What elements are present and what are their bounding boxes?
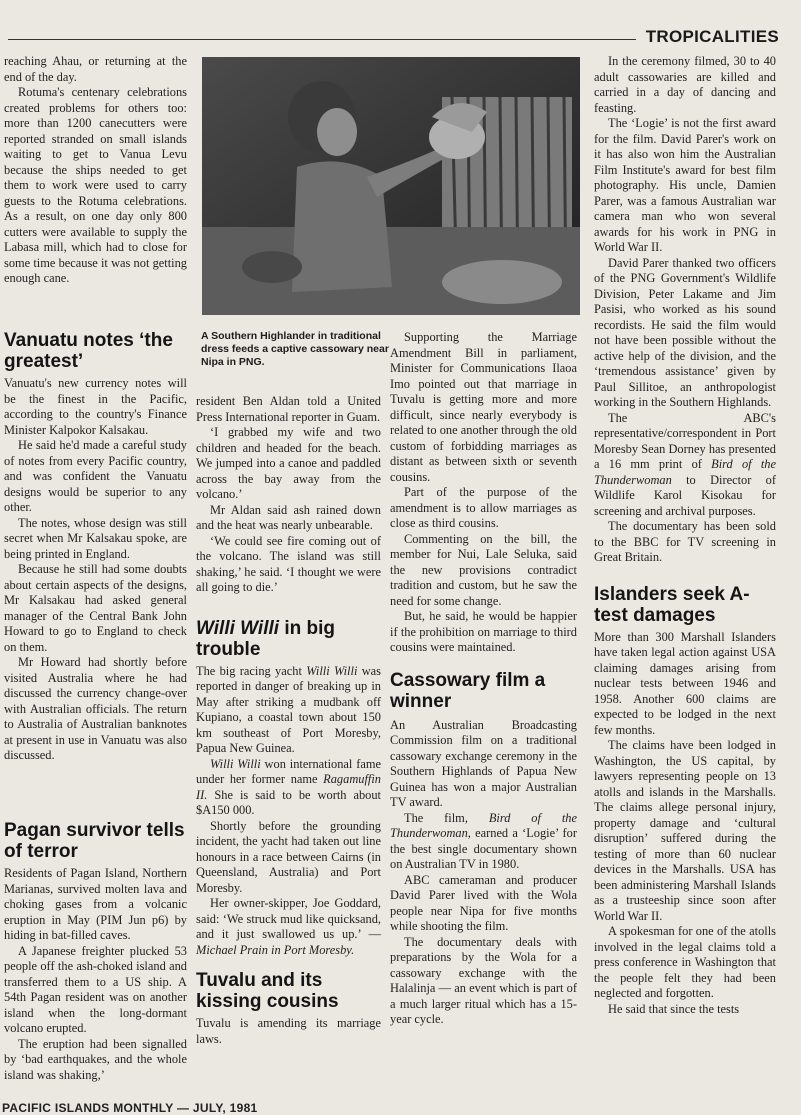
vanuatu-para-1: Vanuatu's new currency notes will be the finest in the Pacific, according to the country's Finance Minister Kalpokor Kalsakau. [4,376,187,437]
top-rule [8,39,636,40]
cassowary-p8-b: Bird of the Thunderwoman [594,457,776,487]
cassowary-p2-a: The film, [404,810,489,825]
vanuatu-para-5: Mr Howard had shortly before visited Australia where he had discussed the currency change-over with Australian officials. The return to Australia of Australian banknotes at present in use in Vanuatu was also discussed. [4,655,187,762]
photo-caption: A Southern Highlander in traditional dress feeds a captive cassowary near Nipa in PNG. [201,330,389,368]
willi-headline-italic: Willi Willi [196,617,280,639]
willi-p2-d: She is said to be worth about $A150 000. [196,787,381,817]
pagan-article [4,820,187,1083]
islanders-para-2: The claims have been lodged in Washington, the US capital, by lawyers representing people on 13 atolls and islands in the Marshalls. The claims allege personal injury, property damage and ‘cultural disruption’ suffered during the testing of more than 60 nuclear devices in the Marshalls. USA has been administering Marshall Islands as a trusteeship since soon after World War II. [594,738,776,923]
highlander-photo [202,57,580,315]
tuvalu-para-4: Commenting on the bill, the member for Nui, Lale Seluka, said the new provisions contradict tradition and custom, but he saw the need for some change. [390,531,577,608]
islanders-para-4: He said that since the tests [608,1001,740,1016]
tuvalu-para-5: But, he said, he would be happier if the prohibition on marriage to third cousins were maintained. [390,609,577,654]
vanuatu-article [4,330,187,764]
willi-para-3: Shortly before the grounding incident, the yacht had taken out line honours in a race between Cairns (in Queensland, Australia) and Port Moresby. [196,818,381,895]
cassowary-para-8 [594,411,776,520]
tuvalu-headline: Tuvalu and its kissing cousins [196,970,339,1012]
cassowary-para-4: The documentary deals with preparations by the Wola for a cassowary exchange with the Halalinja — an event which is part of a much larger ritual which has a 15-year cycle. [390,934,577,1026]
cassowary-para-1: An Australian Broadcasting Commission film on a traditional cassowary exchange ceremony in the Southern Highlands of Papua New Guinea has won a major Australian TV award. [390,717,577,809]
photo-illustration [202,57,580,315]
willi-p2-c: Ragamuffin II. [196,772,381,802]
willi-p2-a: Willi Willi [210,756,261,771]
willi-p1-c: was reported in danger of breaking up in May after striking a mudbank off Kupiano, a coastal town about 150 km southeast of Port Moresby, Papua New Guinea. [196,663,381,755]
vanuatu-para-3: The notes, whose design was still secret when Mr Kalsakau spoke, are being printed in England. [4,515,187,561]
cassowary-para-5: In the ceremony filmed, 30 to 40 adult cassowaries are killed and carried in a day of dancing and feasting. [594,54,776,115]
pagan-para-6: Mr Aldan said ash rained down and the heat was nearly unbearable. [196,502,381,532]
cassowary-para-3: ABC cameraman and producer David Parer lived with the Wola people near Nipa for five months while shooting the film. [390,872,577,933]
vanuatu-headline: Vanuatu notes ‘the greatest’ [4,330,173,372]
cassowary-para-6: The ‘Logie’ is not the first award for the film. David Parer's work on it has also won him the Australian Film Institute's award for best film photography. His uncle, Damien Parer, was a famous Australian war camera man who won several awards for his work in PNG in World War II. [594,116,776,254]
willi-p1-b: Willi Willi [306,663,358,678]
cassowary-headline: Cassowary film a winner [390,669,546,712]
column-3 [390,330,577,1028]
pagan-headline: Pagan survivor tells of terror [4,820,185,862]
islanders-headline: Islanders seek A-test damages [594,583,750,626]
vanuatu-para-4: Because he still had some doubts about certain aspects of the designs, Mr Kalsakau had asked general manager of the Central Bank John Howard to go to England to check on them. [4,562,187,654]
column-1 [4,54,187,287]
islanders-para-1: More than 300 Marshall Islanders have taken legal action against USA claiming damages arising from nuclear tests between 1946 and 1958. Another 600 claims are expected to be lodged in the next few months. [594,629,776,737]
willi-p4-a: Her owner-skipper, Joe Goddard, said: ‘We struck mud like quicksand, and it just swallowed us up.’ — [196,896,381,941]
column-4 [594,54,776,1017]
willi-para-4 [196,896,381,958]
pagan-para-2: A Japanese freighter plucked 53 people off the ash-choked island and transferred them to a US ship. A 54th Pagan resident was on another island when the long-dormant volcano erupted. [4,943,187,1035]
tuvalu-para-1: Tuvalu is amending its marriage laws. [196,1016,381,1046]
tuvalu-para-2: Supporting the Marriage Amendment Bill in parliament, Minister for Communications Ilaoa Imo pointed out that marriage in Tuvalu is getting more and more difficult, since nearly everybody is related to one another through the old custom of forbidding marriages as distant as between sixth or seventh cousins. [390,330,577,484]
column-2 [196,394,381,1047]
cassowary-para-2 [390,811,577,873]
willi-para-2 [196,757,381,819]
pagan-para-5: ‘I grabbed my wife and two children and headed for the beach. We jumped into a canoe and paddled across the bay away from the volcano.’ [196,425,381,501]
rotuma-para-2: Rotuma's centenary celebrations created problems for others too: more than 1200 canecutters were reported stranded on small islands waiting to get to Vanua Levu because the ships needed to get them to work were used to carry guests to the Rotuma celebrations. As a result, on one day only 800 cutters were available to supply the Labasa mill, which had to close for some time because it was not getting enough cane. [4,85,187,285]
pagan-para-1: Residents of Pagan Island, Northern Marianas, survived molten lava and choking gases from a volcanic eruption in May (PIM Jun p6) by hiding in bat-filled caves. [4,866,187,942]
cassowary-p8-c: to Director of Wildlife Karol Kisokau for screening and archival purposes. [594,472,776,518]
cassowary-para-7: David Parer thanked two officers of the PNG Government's Wildlife Division, Peter Lakame and Jim Pasisi, who worked as his sound recordists. He said the film would not have been possible without the active help of the division, and the ‘tremendous assistance’ given by Paul Sillitoe, an anthropologist working in the Southern Highlands. [594,255,776,409]
willi-headline [196,618,381,660]
islanders-para-3: A spokesman for one of the atolls involved in the legal claims told a press conference in Washington that the people felt they had been neglected and forgotten. [594,924,776,1000]
vanuatu-para-2: He said he'd made a careful study of notes from every Pacific country, and was confident the Vanuatu designs would be superior to any other. [4,438,187,514]
pagan-para-3: The eruption had been signalled by ‘bad earthquakes, and the whole island was shaking,’ [4,1036,187,1082]
cassowary-p2-c: earned a ‘Logie’ for the best single documentary shown on Australian TV in 1980. [390,826,577,871]
cassowary-para-9: The documentary has been sold to the BBC for TV screening in Great Britain. [594,519,776,564]
page-footer: PACIFIC ISLANDS MONTHLY — JULY, 1981 [2,1101,258,1115]
willi-p4-b: Michael Prain in Port Moresby. [196,942,355,957]
willi-p1-a: The big racing yacht [196,663,307,678]
pagan-para-4: resident Ben Aldan told a United Press International reporter in Guam. [196,394,381,424]
cassowary-p2-b: Bird of the Thunderwoman, [390,810,577,840]
willi-para-1 [196,664,381,757]
pagan-para-7: ‘We could see fire coming out of the volcano. The island was still shaking,’ he said. ‘I thought we were all going to die.’ [196,533,381,594]
rotuma-para-1: reaching Ahau, or returning at the end of the day. [4,54,187,84]
cassowary-p8-a: The ABC's representative/correspondent in Port Moresby Sean Dorney has presented a 16 mm print of [594,410,776,471]
willi-headline-rest: in big trouble [196,617,335,660]
section-header: TROPICALITIES [645,27,779,46]
tuvalu-para-3: Part of the purpose of the amendment is to allow marriages as close as third cousins. [390,485,577,530]
willi-p2-b: won international fame under her former name [196,756,381,786]
